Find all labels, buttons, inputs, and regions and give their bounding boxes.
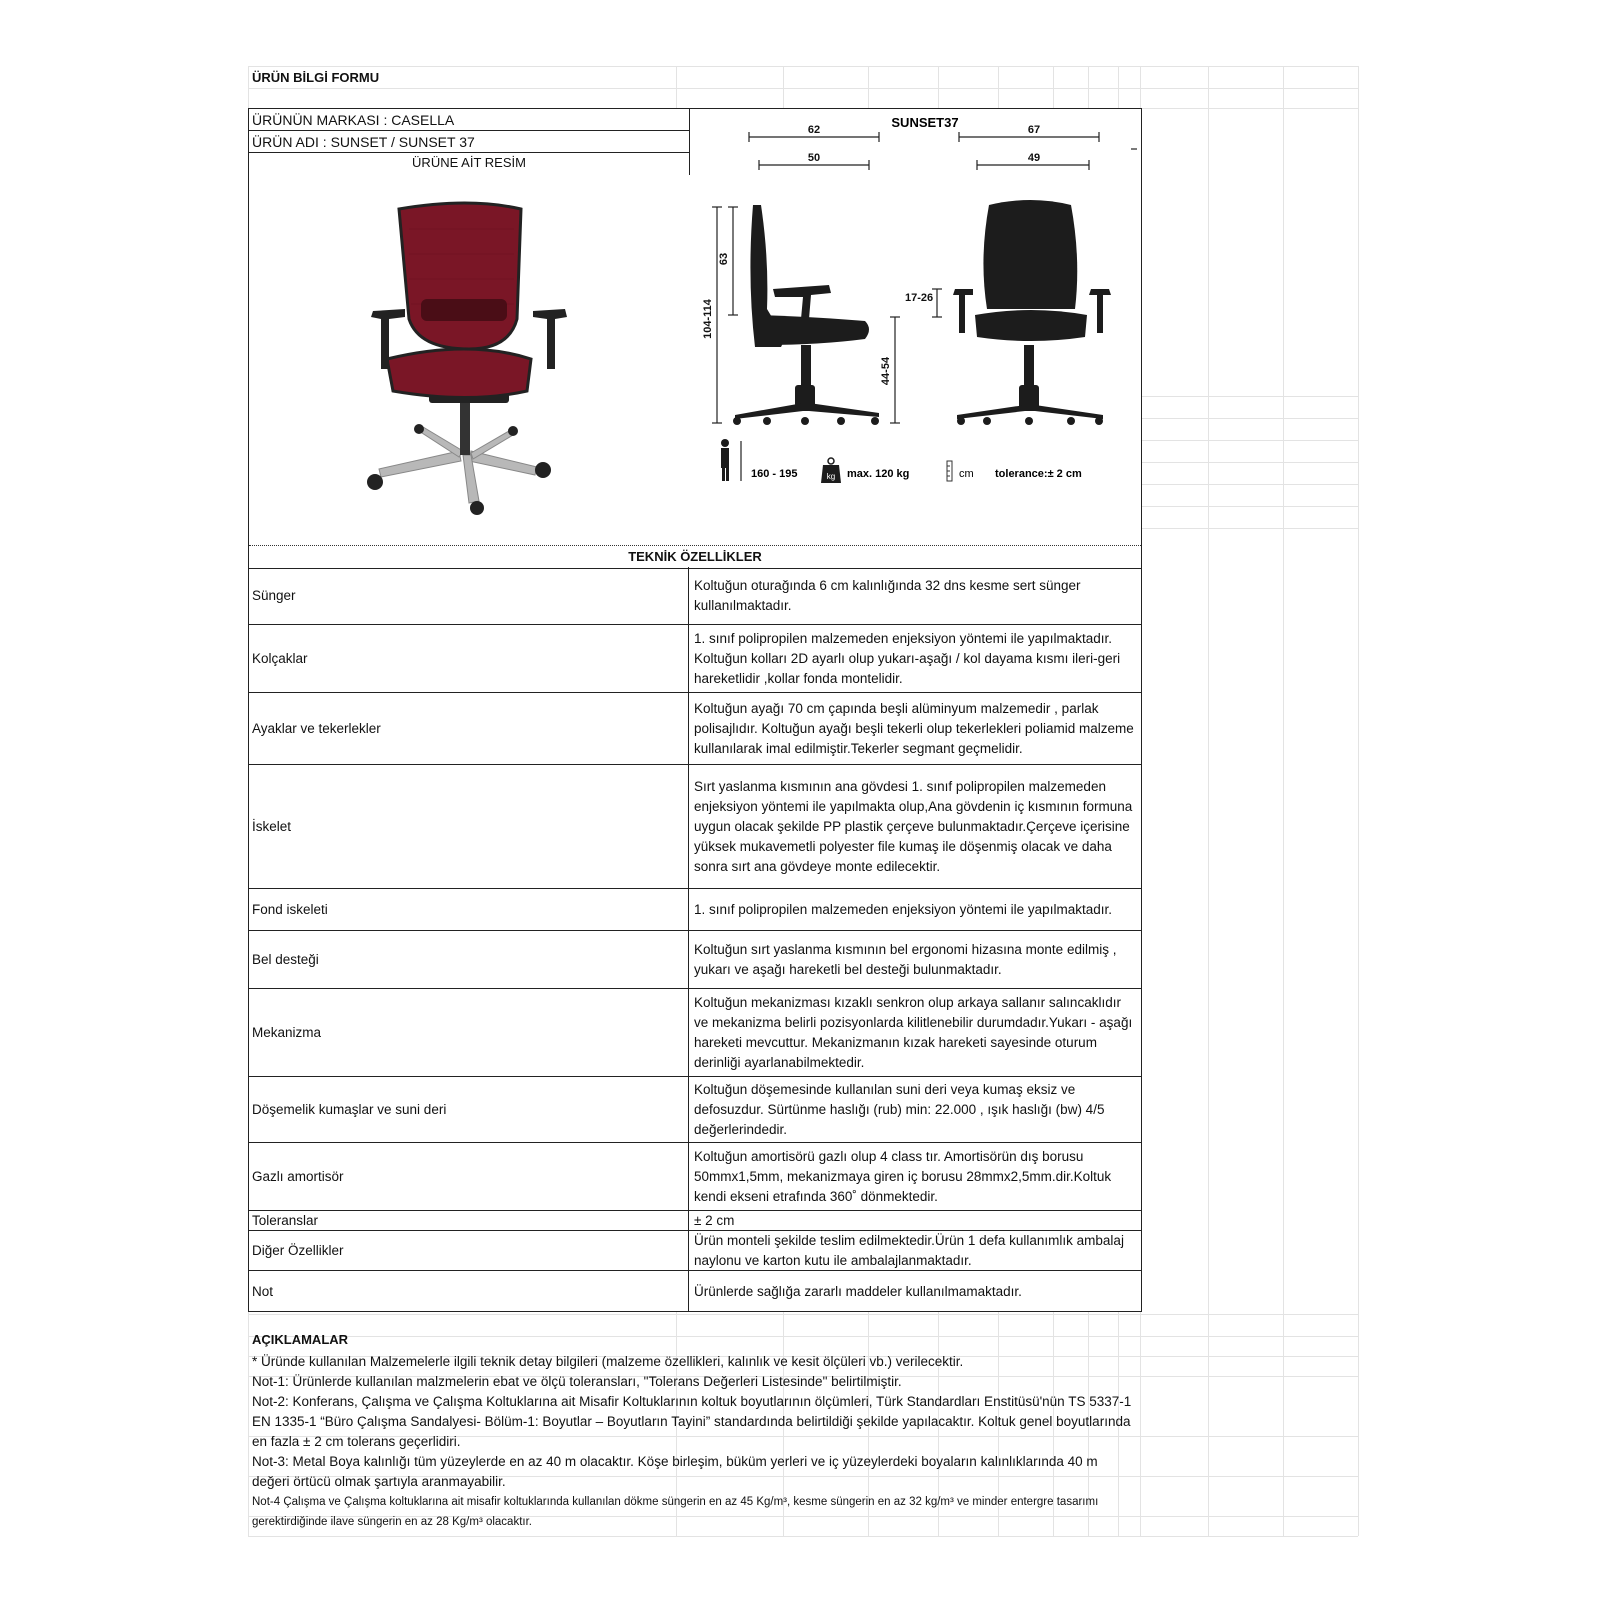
spec-value: Sırt yaslanma kısmının ana gövdesi 1. sınıf polipropilen malzemeden enjeksiyon yöntemi ile yapılmakta olup,Ana gövdenin iç kısmının formuna uygun olacak şekilde PP plastik çerçeve bulunmaktadır.Çerçeve içerisine yüksek mukavemetli polyester file kumaş ile döşenmiş olacak ve daha sonra sırt ana gövdeye monte edilecektir. bbox=[694, 778, 1133, 874]
product-form bbox=[248, 108, 1142, 1312]
technical-drawing bbox=[689, 109, 1141, 545]
spec-row bbox=[249, 1231, 1141, 1271]
dim-arm-height: 17-26 bbox=[905, 292, 934, 304]
note-line: Not-1: Ürünlerde kullanılan malzmelerin ebat ve ölçü toleransları, "Tolerans Değerleri Listesinde" belirtilmiştir. bbox=[252, 1374, 902, 1389]
spec-row bbox=[249, 931, 1141, 989]
chair-photo bbox=[359, 199, 579, 519]
spec-label: Döşemelik kumaşlar ve suni deri bbox=[249, 1077, 689, 1142]
ruler-icon bbox=[947, 461, 952, 481]
spec-value: Ürünlerde sağlığa zararlı maddeler kullanılmamaktadır. bbox=[694, 1283, 1022, 1299]
spec-value: Koltuğun döşemesinde kullanılan suni deri veya kumaş eksiz ve defosuzdur. Sürtünme haslığı (rub) min: 22.000 , ışık haslığı (bw) 4/5 değerlerindedir. bbox=[694, 1081, 1105, 1137]
weight-icon bbox=[821, 458, 841, 483]
side-view bbox=[733, 205, 879, 425]
unit-label: cm bbox=[959, 468, 974, 480]
spec-row bbox=[249, 889, 1141, 931]
person-icon bbox=[721, 439, 729, 481]
spec-label: Ayaklar ve tekerlekler bbox=[249, 693, 689, 764]
spec-row bbox=[249, 625, 1141, 693]
spec-row bbox=[249, 765, 1141, 889]
spec-value: Koltuğun amortisörü gazlı olup 4 class tır. Amortisörün dış borusu 50mmx1,5mm, mekanizmaya giren iç borusu 28mmx2,5mm.dir.Koltuk kendi ekseni etrafında 360˚ dönmektedir. bbox=[694, 1148, 1112, 1204]
spec-value: ± 2 cm bbox=[694, 1212, 735, 1228]
dim-total-height: 104-114 bbox=[702, 299, 714, 339]
dim-seat-left: 50 bbox=[807, 152, 821, 164]
person-height-range: 160 - 195 bbox=[751, 468, 798, 480]
spec-row bbox=[249, 1077, 1141, 1143]
model-label: SUNSET37 bbox=[891, 115, 959, 130]
note-line: Not-2: Konferans, Çalışma ve Çalışma Koltuklarına ait Misafir Koltuklarının koltuk boyutlarının ölçümleri, Türk Standardları Enstitüsü'nün TS 5337-1 EN 1335-1 “Büro Çalışma Sandalyesi- Bölüm-1: Boyutlar – Boyutların Tayini” standardında belirtildiği şekilde yapılacaktır. Koltuk genel boyutlarında en fazla ± 2 cm tolerans geçerlidiri. bbox=[252, 1394, 1132, 1449]
spec-row bbox=[249, 1143, 1141, 1211]
dim-top-right: 67 bbox=[1027, 124, 1041, 136]
spec-label: Gazlı amortisör bbox=[249, 1143, 689, 1210]
max-weight: max. 120 kg bbox=[847, 468, 910, 480]
aciklamalar-title: AÇIKLAMALAR bbox=[252, 1332, 349, 1347]
spec-value: Koltuğun oturağında 6 cm kalınlığında 32 dns kesme sert sünger kullanılmaktadır. bbox=[694, 577, 1081, 613]
note-line: Not-4 Çalışma ve Çalışma koltuklarına ait misafir koltuklarında kullanılan dökme süngerin en az 45 Kg/m³, kesme süngerin en az 32 kg/m³ ve minder entergre tasarımı gerektirdiğinde ilave süngerin en az 28 Kg/m³ olacaktır. bbox=[252, 1496, 1099, 1528]
spec-row bbox=[249, 693, 1141, 765]
spec-label: Bel desteği bbox=[249, 931, 689, 988]
teknik-ozellikler-title: TEKNİK ÖZELLİKLER bbox=[249, 545, 1141, 569]
spec-value: 1. sınıf polipropilen malzemeden enjeksiyon yöntemi ile yapılmaktadır. bbox=[694, 901, 1112, 917]
spec-label: Kolçaklar bbox=[249, 625, 689, 692]
tolerance-label: tolerance:± 2 cm bbox=[995, 468, 1082, 480]
spec-label: Mekanizma bbox=[249, 989, 689, 1076]
spec-label: Sünger bbox=[249, 567, 689, 624]
spec-label: Not bbox=[249, 1271, 689, 1312]
note-line: Not-3: Metal Boya kalınlığı tüm yüzeylerde en az 40 m olacaktır. Köşe birleşim, büküm yerleri ve iç yüzeylerdeki boyaların kalınlıklarında 40 m değeri örtücü olmak şartıyla aranmayabilir. bbox=[252, 1454, 1098, 1489]
spec-value: Koltuğun sırt yaslanma kısmının bel ergonomi hizasına monte edilmiş , yukarı ve aşağı hareketli bel desteği bulunmaktadır. bbox=[694, 941, 1117, 977]
svg-text:kg: kg bbox=[826, 472, 836, 481]
spec-label: İskelet bbox=[249, 765, 689, 888]
dim-top-left: 62 bbox=[807, 124, 821, 136]
spec-row bbox=[249, 1271, 1141, 1312]
spec-label: Fond iskeleti bbox=[249, 889, 689, 930]
brand-line: ÜRÜNÜN MARKASI : CASELLA bbox=[249, 109, 689, 131]
note-line: * Üründe kullanılan Malzemelerle ilgili teknik detay bilgileri (malzeme özellikleri, kalınlık ve kesit ölçüleri vb.) verilecektir. bbox=[252, 1354, 964, 1369]
spec-label: Diğer Özellikler bbox=[249, 1231, 689, 1270]
product-name-line: ÜRÜN ADI : SUNSET / SUNSET 37 bbox=[249, 131, 689, 153]
front-view bbox=[953, 200, 1111, 425]
spec-row bbox=[249, 989, 1141, 1077]
spec-value: 1. sınıf polipropilen malzemeden enjeksiyon yöntemi ile yapılmaktadır. Koltuğun kolları 2D ayarlı olup yukarı-aşağı / kol dayama kısmı ileri-geri hareketlidir ,kollar fonda montelidir. bbox=[694, 630, 1121, 686]
spec-value: Koltuğun mekanizması kızaklı senkron olup arkaya sallanır salıncaklıdır ve mekanizma belirli pozisyonlarda kilitlenebilir durumdadır.Yukarı - aşağı hareketi mevcuttur. Mekanizmanın kızak hareketi sayesinde oturum derinliği ayarlanabilmektedir. bbox=[694, 994, 1133, 1070]
spec-value: Ürün monteli şekilde teslim edilmektedir.Ürün 1 defa kullanımlık ambalaj naylonu ve karton kutu ile ambalajlanmaktadır. bbox=[694, 1232, 1124, 1268]
dim-seat-height: 44-54 bbox=[880, 356, 892, 386]
spec-label: Toleranslar bbox=[249, 1211, 689, 1230]
dim-seat-right: 49 bbox=[1027, 152, 1041, 164]
dim-back-height: 63 bbox=[718, 252, 730, 266]
chair-base bbox=[379, 427, 537, 503]
form-title: ÜRÜN BİLGİ FORMU bbox=[252, 70, 380, 85]
spec-row bbox=[249, 1211, 1141, 1231]
picture-label: ÜRÜNE AİT RESİM bbox=[412, 155, 526, 170]
spec-value: Koltuğun ayağı 70 cm çapında beşli alüminyum malzemedir , parlak polisajlıdır. Koltuğun ayağı beşli tekerli olup tekerlekleri poliamid malzeme kullanılarak imal edilmiştir.Tekerler segmant geçmelidir. bbox=[694, 700, 1134, 756]
spec-row bbox=[249, 567, 1141, 625]
aciklamalar-section bbox=[252, 1330, 1132, 1532]
